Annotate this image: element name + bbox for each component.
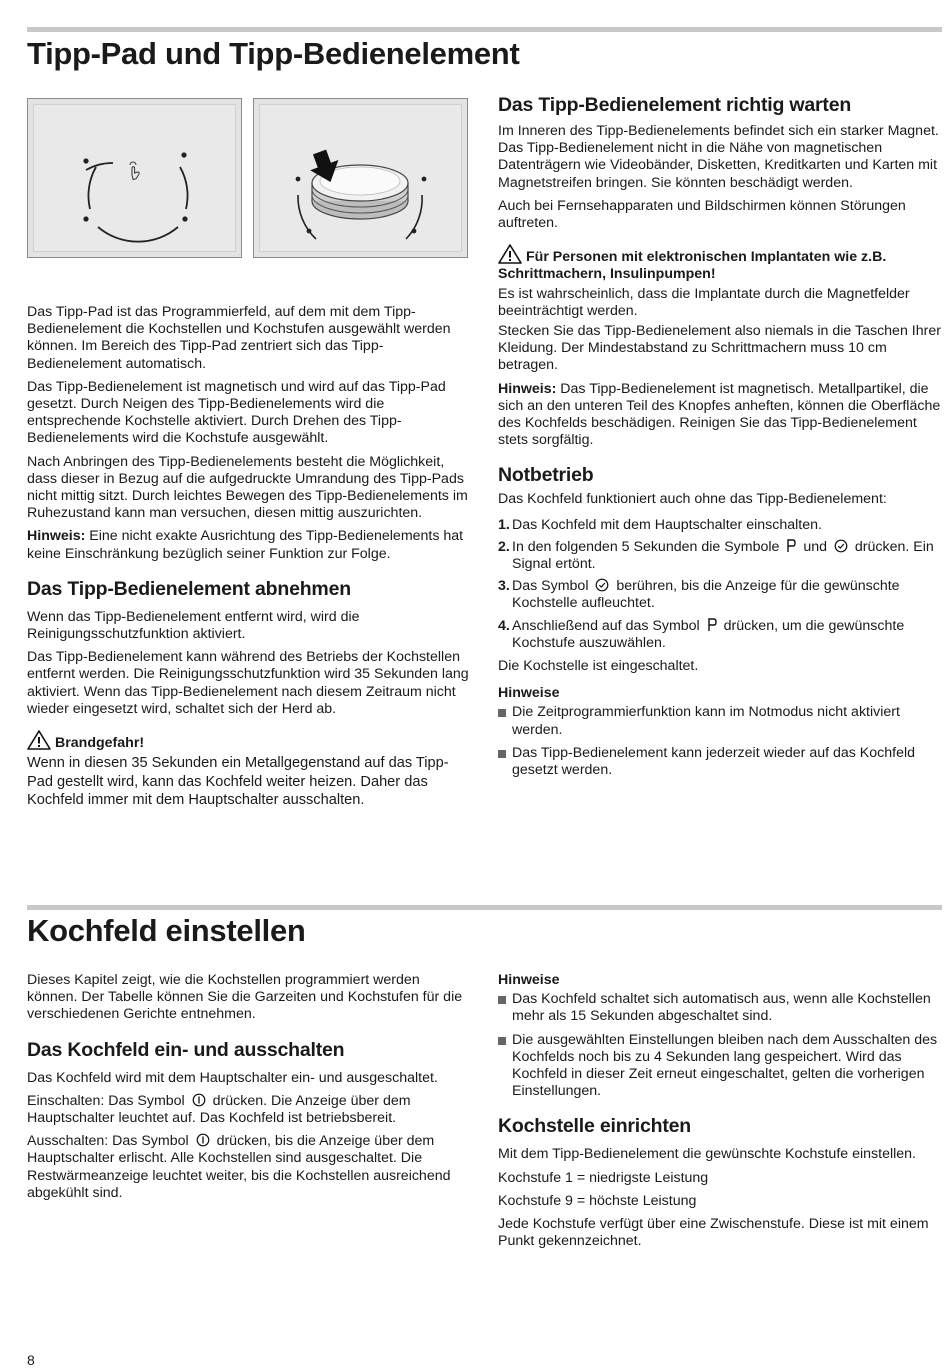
power-icon — [192, 1093, 206, 1107]
step-number: 1. — [498, 516, 510, 533]
paragraph: Im Inneren des Tipp-Bedienelements befindet sich ein starker Magnet. Das Tipp-Bedienelement nicht in die Nähe von magnetischen Datenträgern wie Videobänder, Disketten, Kreditkarten und Karten mit Magnetstreifen bringen. Sie könnten beschädigt werden. — [498, 123, 939, 191]
heading-onoff: Das Kochfeld ein- und ausschalten — [27, 1038, 345, 1061]
tipp-bedienelement-illustration — [253, 98, 468, 258]
level-p-icon — [707, 618, 717, 632]
step-text: drücken, um die gewünschte Kochstufe auszuwählen. — [512, 617, 905, 651]
paragraph: Das Tipp-Pad ist das Programmierfeld, auf dem mit dem Tipp-Bedienelement die Kochstellen und Kochstufen ausgewählt werden können. Im Bereich des Tipp-Pad zentriert sich das Tipp-Bedienelement automatisch. — [27, 304, 451, 372]
step-item — [498, 618, 942, 652]
step-text: Das Kochfeld mit dem Hauptschalter einschalten. — [512, 516, 822, 533]
hints-list — [498, 704, 942, 779]
section2-right-column — [498, 972, 942, 1256]
step-text: Anschließend auf das Symbol — [512, 617, 700, 634]
paragraph: Dieses Kapitel zeigt, wie die Kochstellen programmiert werden können. Der Tabelle können Sie die Garzeiten und Kochstufen für die verschiedenen Gerichte entnehmen. — [27, 972, 463, 1023]
step-item — [498, 517, 942, 534]
paragraph: Kochstufe 1 = niedrigste Leistung — [498, 1169, 709, 1186]
section-title-tipp-pad: Tipp-Pad und Tipp-Bedienelement — [27, 36, 520, 71]
paragraph: Die Kochstelle ist eingeschaltet. — [498, 658, 699, 675]
section-title-kochfeld: Kochfeld einstellen — [27, 913, 306, 948]
note-label: Hinweis: — [27, 528, 86, 545]
step-item — [498, 539, 942, 573]
paragraph: Nach Anbringen des Tipp-Bedienelements besteht die Möglichkeit, dass dieser in Bezug auf die aufgedruckte Umrandung des Tipp-Pads nicht mittig sitzt. Durch leichtes Bewegen des Tipp-Bedienelements im Ruhezustand kann man versuchen, diesen mittig auszurichten. — [27, 453, 468, 522]
paragraph: Wenn das Tipp-Bedienelement entfernt wird, wird die Reinigungsschutzfunktion aktiviert. — [27, 608, 360, 643]
knob-drawing — [254, 99, 469, 259]
paragraph: Das Kochfeld funktioniert auch ohne das Tipp-Bedienelement: — [498, 491, 887, 508]
heading-hints: Hinweise — [498, 685, 560, 702]
tipp-pad-drawing — [28, 99, 243, 259]
step-number: 4. — [498, 617, 510, 634]
note-label: Hinweis: — [498, 380, 557, 397]
section-rule-middle — [27, 905, 942, 910]
step-text: und — [803, 538, 827, 555]
section-rule-top — [27, 27, 942, 32]
step-text: Das Symbol — [512, 578, 589, 595]
paragraph: Einschalten: Das Symbol drücken. Die Anzeige über dem Hauptschalter leuchtet auf. Das Kochfeld ist betriebsbereit. — [27, 1092, 411, 1127]
list-item: Die ausgewählten Einstellungen bleiben nach dem Ausschalten des Kochfelds noch bis zu 4 Sekunden lang gespeichert. Wird das Kochfeld in dieser Zeit erneut eingeschaltet, gelten die vorherigen Einstellungen. — [498, 1032, 942, 1101]
heading-setup: Kochstelle einrichten — [498, 1115, 692, 1138]
note-paragraph — [27, 528, 469, 562]
note-text: Eine nicht exakte Ausrichtung des Tipp-Bedienelements hat keine Einschränkung bezüglich seiner Funktion zur Folge. — [27, 528, 464, 562]
paragraph: Auch bei Fernsehapparaten und Bildschirmen können Störungen auftreten. — [498, 197, 906, 232]
heading-emergency: Notbetrieb — [498, 464, 594, 487]
timer-icon — [834, 539, 848, 553]
section1-left-column — [27, 304, 469, 816]
implant-warning — [498, 244, 942, 283]
paragraph: Ausschalten: Das Symbol drücken, bis die Anzeige über dem Hauptschalter erlischt. Alle Kochstellen sind ausgeschaltet. Die Restwärmeanzeige leuchtet weiter, bis die Kochstellen ausreichend abgekühlt sind. — [27, 1133, 451, 1201]
warning-triangle-icon — [27, 730, 51, 750]
implant-warning-label: Für Personen mit elektronischen Implantaten wie z.B. Schrittmachern, Insulinpumpen! — [498, 249, 887, 283]
fire-warning — [27, 730, 469, 752]
paragraph: Es ist wahrscheinlich, dass die Implantate durch die Magnetfelder beeinträchtigt werden. — [498, 285, 910, 319]
note-text: Das Tipp-Bedienelement ist magnetisch. Metallpartikel, die sich an den unteren Teil des Knopfes anheften, können die Oberfläche des Kochfelds beschädigen. Reinigen Sie das Tipp-Bedienelement stets sorgfältig. — [498, 380, 941, 449]
warning-triangle-icon — [498, 244, 522, 264]
heading-hints: Hinweise — [498, 972, 560, 988]
paragraph: Das Tipp-Bedienelement kann während des Betriebs der Kochstellen entfernt werden. Die Reinigungsschutzfunktion wird 35 Sekunden lang aktiviert. Wenn das Tipp-Bedienelement nach diesem Zeitraum nicht wieder eingesetzt wird, schaltet sich der Herd ab. — [27, 649, 469, 717]
paragraph: Jede Kochstufe verfügt über eine Zwischenstufe. Diese ist mit einem Punkt gekennzeichnet. — [498, 1216, 929, 1250]
note-paragraph — [498, 381, 942, 450]
timer-icon — [595, 578, 609, 592]
paragraph: Mit dem Tipp-Bedienelement die gewünschte Kochstufe einstellen. — [498, 1146, 916, 1163]
step-text: drücken. Ein Signal ertönt. — [512, 538, 934, 573]
power-icon — [196, 1133, 210, 1147]
paragraph: Wenn in diesen 35 Sekunden ein Metallgegenstand auf das Tipp-Pad gestellt wird, kann das Kochfeld weiter heizen. Daher das Kochfeld immer mit dem Hauptschalter ausschalten. — [27, 755, 449, 809]
fire-warning-label: Brandgefahr! — [55, 735, 145, 752]
list-item: Das Kochfeld schaltet sich automatisch aus, wenn alle Kochstellen mehr als 15 Sekunden abgeschaltet sind. — [498, 991, 942, 1025]
heading-remove: Das Tipp-Bedienelement abnehmen — [27, 577, 351, 600]
section1-right-column — [498, 93, 942, 785]
step-item — [498, 578, 942, 612]
page-number: 8 — [27, 1352, 35, 1368]
step-text: berühren, bis die Anzeige für die gewünschte Kochstelle aufleuchtet. — [512, 578, 900, 612]
touch-hand-icon — [130, 162, 139, 180]
step-number: 2. — [498, 538, 510, 555]
tipp-pad-illustration — [27, 98, 242, 258]
paragraph: Kochstufe 9 = höchste Leistung — [498, 1192, 697, 1209]
paragraph: Das Kochfeld wird mit dem Hauptschalter ein- und ausgeschaltet. — [27, 1069, 438, 1086]
section2-left-column — [27, 972, 469, 1208]
step-text: In den folgenden 5 Sekunden die Symbole — [512, 538, 780, 555]
list-item: Das Tipp-Bedienelement kann jederzeit wieder auf das Kochfeld gesetzt werden. — [498, 745, 942, 779]
heading-care: Das Tipp-Bedienelement richtig warten — [498, 94, 852, 116]
level-p-icon — [786, 539, 796, 553]
paragraph: Stecken Sie das Tipp-Bedienelement also niemals in die Taschen Ihrer Kleidung. Der Mindestabstand zu Schrittmachern muss 10 cm betragen. — [498, 323, 941, 374]
hints-list — [498, 991, 942, 1100]
emergency-steps — [498, 517, 942, 652]
list-item: Die Zeitprogrammierfunktion kann im Notmodus nicht aktiviert werden. — [498, 704, 942, 738]
step-number: 3. — [498, 578, 510, 595]
paragraph: Das Tipp-Bedienelement ist magnetisch und wird auf das Tipp-Pad gesetzt. Durch Neigen des Tipp-Bedienelements wird die entsprechende Kochstelle aktiviert. Durch Drehen des Tipp-Bedienelements wird die Kochstufe ausgewählt. — [27, 378, 446, 447]
